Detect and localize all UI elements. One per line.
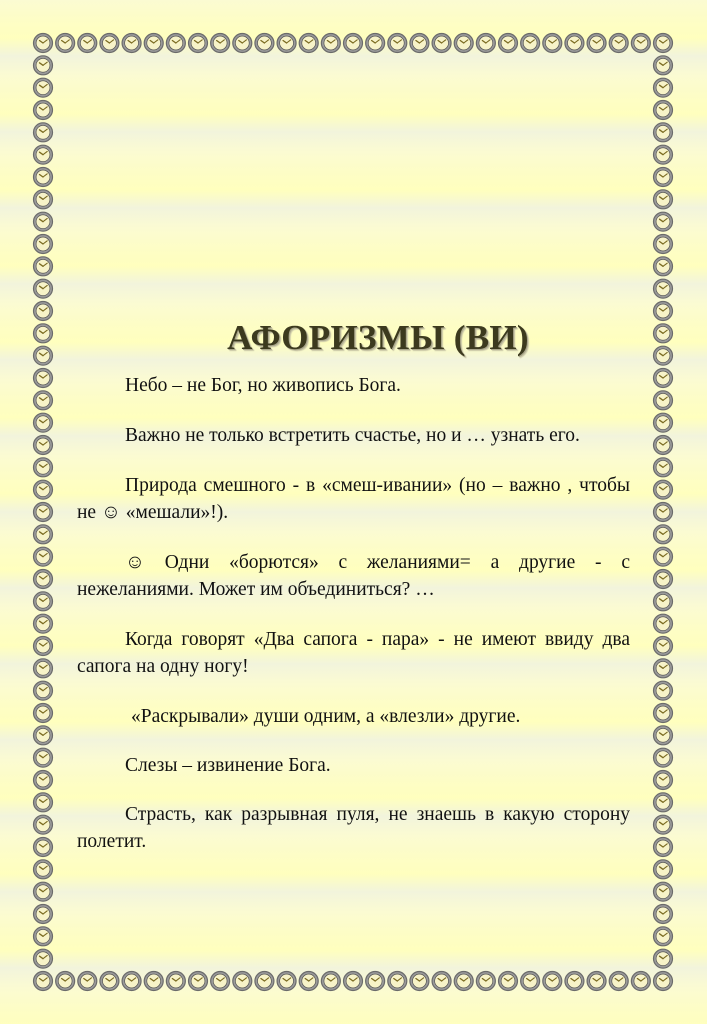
clock-icon [56, 972, 75, 991]
clock-icon [654, 190, 673, 209]
clock-icon [299, 34, 318, 53]
clock-icon [144, 34, 163, 53]
clock-icon [34, 56, 53, 75]
clock-icon [609, 972, 628, 991]
clock-icon [587, 34, 606, 53]
clock-icon [654, 78, 673, 97]
clock-icon [189, 972, 208, 991]
clock-icon [277, 34, 296, 53]
clock-icon [654, 547, 673, 566]
clock-icon [587, 972, 606, 991]
clock-icon [34, 346, 53, 365]
clock-icon [654, 815, 673, 834]
clock-icon [654, 279, 673, 298]
clock-icon [654, 704, 673, 723]
clock-icon [255, 972, 274, 991]
clock-icon [34, 369, 53, 388]
clock-icon [454, 972, 473, 991]
clock-icon [654, 949, 673, 968]
page-title: АФОРИЗМЫ (ВИ) [227, 318, 529, 357]
clock-icon [211, 972, 230, 991]
clock-icon [654, 637, 673, 656]
clock-icon [321, 34, 340, 53]
clock-icon [388, 972, 407, 991]
clock-icon [34, 860, 53, 879]
clock-icon [432, 34, 451, 53]
clock-icon [654, 413, 673, 432]
clock-icon [34, 838, 53, 857]
clock-icon [654, 212, 673, 231]
aphorism-4: ☺ Одни «борются» с желаниями= а другие - с нежеланиями. Может им объединиться? … [77, 552, 630, 600]
clock-icon [654, 771, 673, 790]
clock-icon [34, 413, 53, 432]
clock-icon [34, 748, 53, 767]
aphorism-6: «Раскрывали» души одним, а «влезли» другие. [131, 706, 521, 727]
clock-icon [543, 34, 562, 53]
clock-icon [34, 681, 53, 700]
aphorism-1: Небо – не Бог, но живопись Бога. [125, 375, 401, 396]
clock-icon [144, 972, 163, 991]
clock-icon [654, 123, 673, 142]
aphorism-2: Важно не только встретить счастье, но и … узнать его. [125, 425, 580, 446]
clock-icon [34, 101, 53, 120]
clock-icon [454, 34, 473, 53]
clock-icon [631, 34, 650, 53]
clock-icon [654, 525, 673, 544]
clock-icon [122, 34, 141, 53]
clock-icon [432, 972, 451, 991]
clock-icon [34, 480, 53, 499]
clock-icon [654, 436, 673, 455]
clock-icon [34, 34, 53, 53]
clock-icon [476, 972, 495, 991]
clock-icon [211, 34, 230, 53]
clock-icon [366, 972, 385, 991]
clock-icon [34, 324, 53, 343]
clock-icon [654, 302, 673, 321]
clock-icon [34, 815, 53, 834]
clock-icon [654, 101, 673, 120]
clock-icon [34, 949, 53, 968]
clock-icon [654, 860, 673, 879]
clock-icon [654, 503, 673, 522]
clock-icon [34, 793, 53, 812]
clock-icon [609, 34, 628, 53]
clock-icon [34, 972, 53, 991]
clock-icon [344, 972, 363, 991]
clock-icon [100, 972, 119, 991]
clock-icon [521, 34, 540, 53]
clock-icon [654, 748, 673, 767]
clock-icon [34, 726, 53, 745]
clock-icon [521, 972, 540, 991]
clock-icon [321, 972, 340, 991]
clock-icon [410, 972, 429, 991]
clock-icon [299, 972, 318, 991]
clock-icon [255, 34, 274, 53]
clock-icon [34, 302, 53, 321]
clock-icon [34, 190, 53, 209]
clock-icon [410, 34, 429, 53]
aphorism-3: Природа смешного - в «смеш-ивании» (но – важно , чтобы не ☺ «мешали»!). [77, 475, 630, 523]
clock-icon [34, 212, 53, 231]
clock-icon [34, 78, 53, 97]
clock-icon [166, 972, 185, 991]
clock-icon [78, 34, 97, 53]
clock-icon [344, 34, 363, 53]
aphorism-7: Слезы – извинение Бога. [125, 755, 331, 776]
clock-icon [654, 838, 673, 857]
clock-icon [654, 592, 673, 611]
clock-icon [366, 34, 385, 53]
clock-icon [34, 168, 53, 187]
clock-icon [476, 34, 495, 53]
clock-icon [654, 614, 673, 633]
clock-icon [122, 972, 141, 991]
clock-icon [543, 972, 562, 991]
clock-icon [34, 436, 53, 455]
clock-icon [654, 972, 673, 991]
clock-icon [654, 726, 673, 745]
clock-icon [654, 570, 673, 589]
clock-icon [654, 882, 673, 901]
clock-icon [565, 34, 584, 53]
clock-icon [654, 56, 673, 75]
clock-icon [654, 458, 673, 477]
clock-icon [654, 659, 673, 678]
clock-icon [34, 257, 53, 276]
clock-icon [654, 480, 673, 499]
clock-icon [34, 503, 53, 522]
clock-icon [34, 570, 53, 589]
clock-icon [34, 279, 53, 298]
clock-icon [34, 637, 53, 656]
aphorism-list [77, 372, 630, 855]
aphorism-5: Когда говорят «Два сапога - пара» - не имеют ввиду два сапога на одну ногу! [77, 629, 630, 677]
clock-icon [189, 34, 208, 53]
clock-icon [34, 704, 53, 723]
clock-icon [34, 235, 53, 254]
clock-icon [233, 34, 252, 53]
clock-icon [34, 145, 53, 164]
clock-icon [654, 369, 673, 388]
clock-icon [654, 793, 673, 812]
clock-icon [34, 525, 53, 544]
clock-icon [654, 927, 673, 946]
aphorism-8: Страсть, как разрывная пуля, не знаешь в какую сторону полетит. [77, 804, 630, 852]
clock-icon [34, 771, 53, 790]
clock-icon [654, 905, 673, 924]
clock-icon [654, 324, 673, 343]
clock-icon [34, 659, 53, 678]
clock-icon [499, 972, 518, 991]
clock-icon [565, 972, 584, 991]
clock-icon [34, 927, 53, 946]
clock-icon [166, 34, 185, 53]
clock-icon [499, 34, 518, 53]
clock-icon [654, 257, 673, 276]
clock-icon [34, 123, 53, 142]
clock-icon [34, 614, 53, 633]
clock-icon [654, 681, 673, 700]
clock-icon [78, 972, 97, 991]
clock-icon [56, 34, 75, 53]
clock-icon [277, 972, 296, 991]
clock-icon [654, 168, 673, 187]
clock-icon [34, 592, 53, 611]
clock-icon [388, 34, 407, 53]
clock-icon [654, 391, 673, 410]
clock-icon [34, 882, 53, 901]
clock-icon [233, 972, 252, 991]
clock-icon [654, 235, 673, 254]
clock-icon [654, 34, 673, 53]
clock-icon [34, 547, 53, 566]
clock-icon [34, 905, 53, 924]
clock-icon [34, 391, 53, 410]
clock-icon [34, 458, 53, 477]
clock-icon [631, 972, 650, 991]
clock-icon [654, 346, 673, 365]
clock-icon [654, 145, 673, 164]
clock-icon [100, 34, 119, 53]
